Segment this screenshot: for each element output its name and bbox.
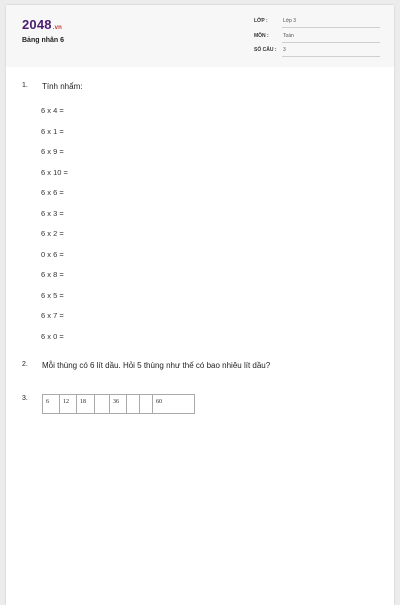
- meta-subject-label: MÔN :: [254, 33, 269, 39]
- number-sequence-table: [42, 394, 195, 414]
- logo-main: 2048: [22, 17, 52, 32]
- question-text: Mỗi thùng có 6 lít dầu. Hỏi 5 thùng như thế có bao nhiêu lít dầu?: [42, 361, 271, 370]
- question-number: 1.: [22, 82, 28, 89]
- sequence-cell: 6: [43, 395, 60, 413]
- worksheet: [6, 5, 394, 605]
- expression-item: 6 x 7 =: [41, 311, 64, 320]
- question-number: 2.: [22, 361, 28, 368]
- expression-item: 6 x 8 =: [41, 270, 64, 279]
- document-title: Bảng nhân 6: [22, 37, 65, 44]
- sequence-cell: 60: [156, 399, 162, 405]
- sequence-cell: 18: [77, 395, 95, 413]
- expression-item: 6 x 5 =: [41, 290, 64, 300]
- sequence-cell-blank[interactable]: [140, 395, 153, 413]
- meta-class-row: [254, 18, 380, 30]
- expression-item: 6 x 3 =: [41, 208, 64, 218]
- meta-count-row: [254, 47, 380, 59]
- expression-item: 0 x 6 =: [41, 249, 64, 259]
- question-number: 3.: [22, 395, 28, 402]
- expression-item: 6 x 6 =: [41, 188, 64, 197]
- sequence-cell-blank[interactable]: [95, 395, 110, 413]
- meta-class-value: Lớp 3: [282, 18, 380, 28]
- meta-class-label: LỚP :: [254, 18, 268, 24]
- site-logo[interactable]: [22, 17, 62, 32]
- logo-tld: .vn: [52, 25, 63, 31]
- sequence-cell: 12: [60, 395, 77, 413]
- expression-item: 6 x 0 =: [41, 331, 64, 341]
- meta-subject-row: [254, 33, 380, 45]
- sequence-cell-blank[interactable]: [127, 395, 140, 413]
- sequence-cell: 36: [110, 395, 127, 413]
- expression-item: 6 x 4 =: [41, 106, 64, 115]
- expression-item: 6 x 10 =: [41, 167, 68, 177]
- worksheet-header: [6, 5, 394, 67]
- meta-count-label: SỐ CÂU :: [254, 47, 277, 53]
- meta-subject-value: Toán: [282, 33, 380, 43]
- expression-item: 6 x 2 =: [41, 229, 64, 238]
- expression-item: 6 x 9 =: [41, 147, 64, 156]
- expression-item: 6 x 1 =: [41, 126, 64, 136]
- meta-count-value: 3: [282, 47, 380, 57]
- question-text: Tính nhẩm:: [42, 82, 83, 91]
